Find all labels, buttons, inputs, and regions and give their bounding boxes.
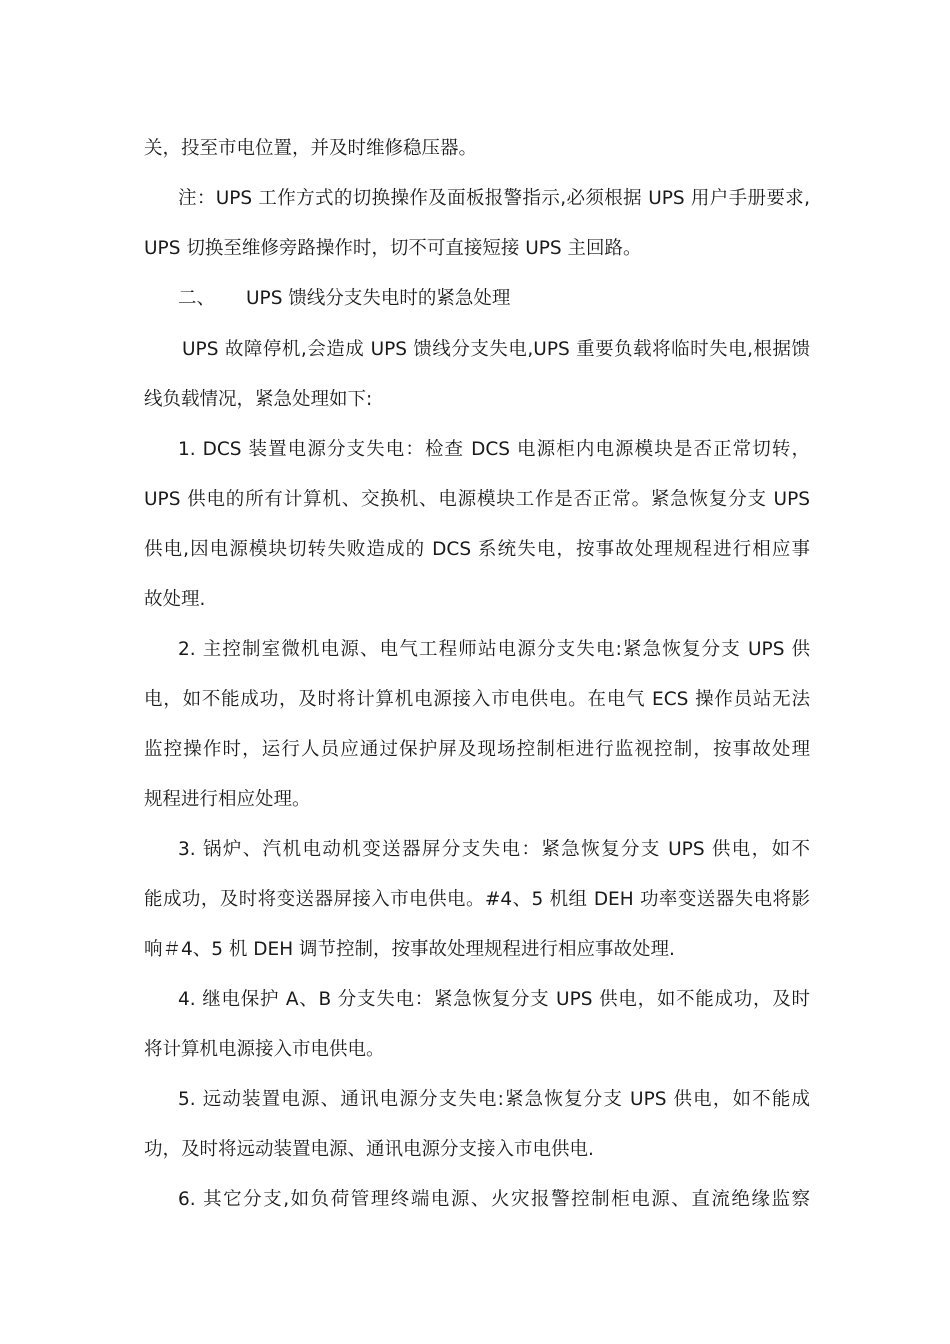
list-item-5-line: 5. 远动装置电源、通讯电源分支失电:紧急恢复分支 UPS 供电，如不能成	[178, 1089, 810, 1110]
list-item-3-line: 3. 锅炉、汽机电动机变送器屏分支失电：紧急恢复分支 UPS 供电，如不	[178, 839, 810, 860]
list-item-1-line: 供电,因电源模块切转失败造成的 DCS 系统失电，按事故处理规程进行相应事	[144, 539, 810, 560]
list-item-1-line: UPS 供电的所有计算机、交换机、电源模块工作是否正常。紧急恢复分支 UPS	[144, 489, 810, 510]
list-item-2-line: 2. 主控制室微机电源、电气工程师站电源分支失电:紧急恢复分支 UPS 供	[178, 639, 810, 660]
list-item-2-line: 规程进行相应处理。	[144, 789, 311, 810]
section-heading: UPS 馈线分支失电时的紧急处理	[246, 288, 511, 309]
section-number: 二、	[178, 288, 216, 309]
list-item-4-line: 将计算机电源接入市电供电。	[144, 1039, 385, 1060]
text-line: 关，投至市电位置，并及时维修稳压器。	[144, 138, 478, 159]
paragraph-line: UPS 故障停机,会造成 UPS 馈线分支失电,UPS 重要负载将临时失电,根据馈	[182, 339, 810, 360]
list-item-1-line: 故处理.	[144, 589, 206, 610]
list-item-2-line: 电，如不能成功，及时将计算机电源接入市电供电。在电气 ECS 操作员站无法	[144, 689, 810, 710]
list-item-3-line: 能成功，及时将变送器屏接入市电供电。#4、5 机组 DEH 功率变送器失电将影	[144, 889, 810, 910]
list-item-3-line: 响＃4、5 机 DEH 调节控制，按事故处理规程进行相应事故处理.	[144, 939, 675, 960]
list-item-5-line: 功，及时将远动装置电源、通讯电源分支接入市电供电.	[144, 1139, 594, 1160]
list-item-1-line: 1. DCS 装置电源分支失电：检查 DCS 电源柜内电源模块是否正常切转，	[178, 439, 810, 460]
note-line: 注：UPS 工作方式的切换操作及面板报警指示,必须根据 UPS 用户手册要求,	[178, 188, 810, 209]
list-item-4-line: 4. 继电保护 A、B 分支失电：紧急恢复分支 UPS 供电，如不能成功，及时	[178, 989, 810, 1010]
text-line: UPS 切换至维修旁路操作时，切不可直接短接 UPS 主回路。	[144, 238, 642, 259]
list-item-6-line: 6. 其它分支,如负荷管理终端电源、火灾报警控制柜电源、直流绝缘监察	[178, 1189, 810, 1210]
paragraph-line: 线负载情况，紧急处理如下:	[144, 389, 373, 410]
list-item-2-line: 监控操作时，运行人员应通过保护屏及现场控制柜进行监视控制，按事故处理	[144, 739, 810, 760]
